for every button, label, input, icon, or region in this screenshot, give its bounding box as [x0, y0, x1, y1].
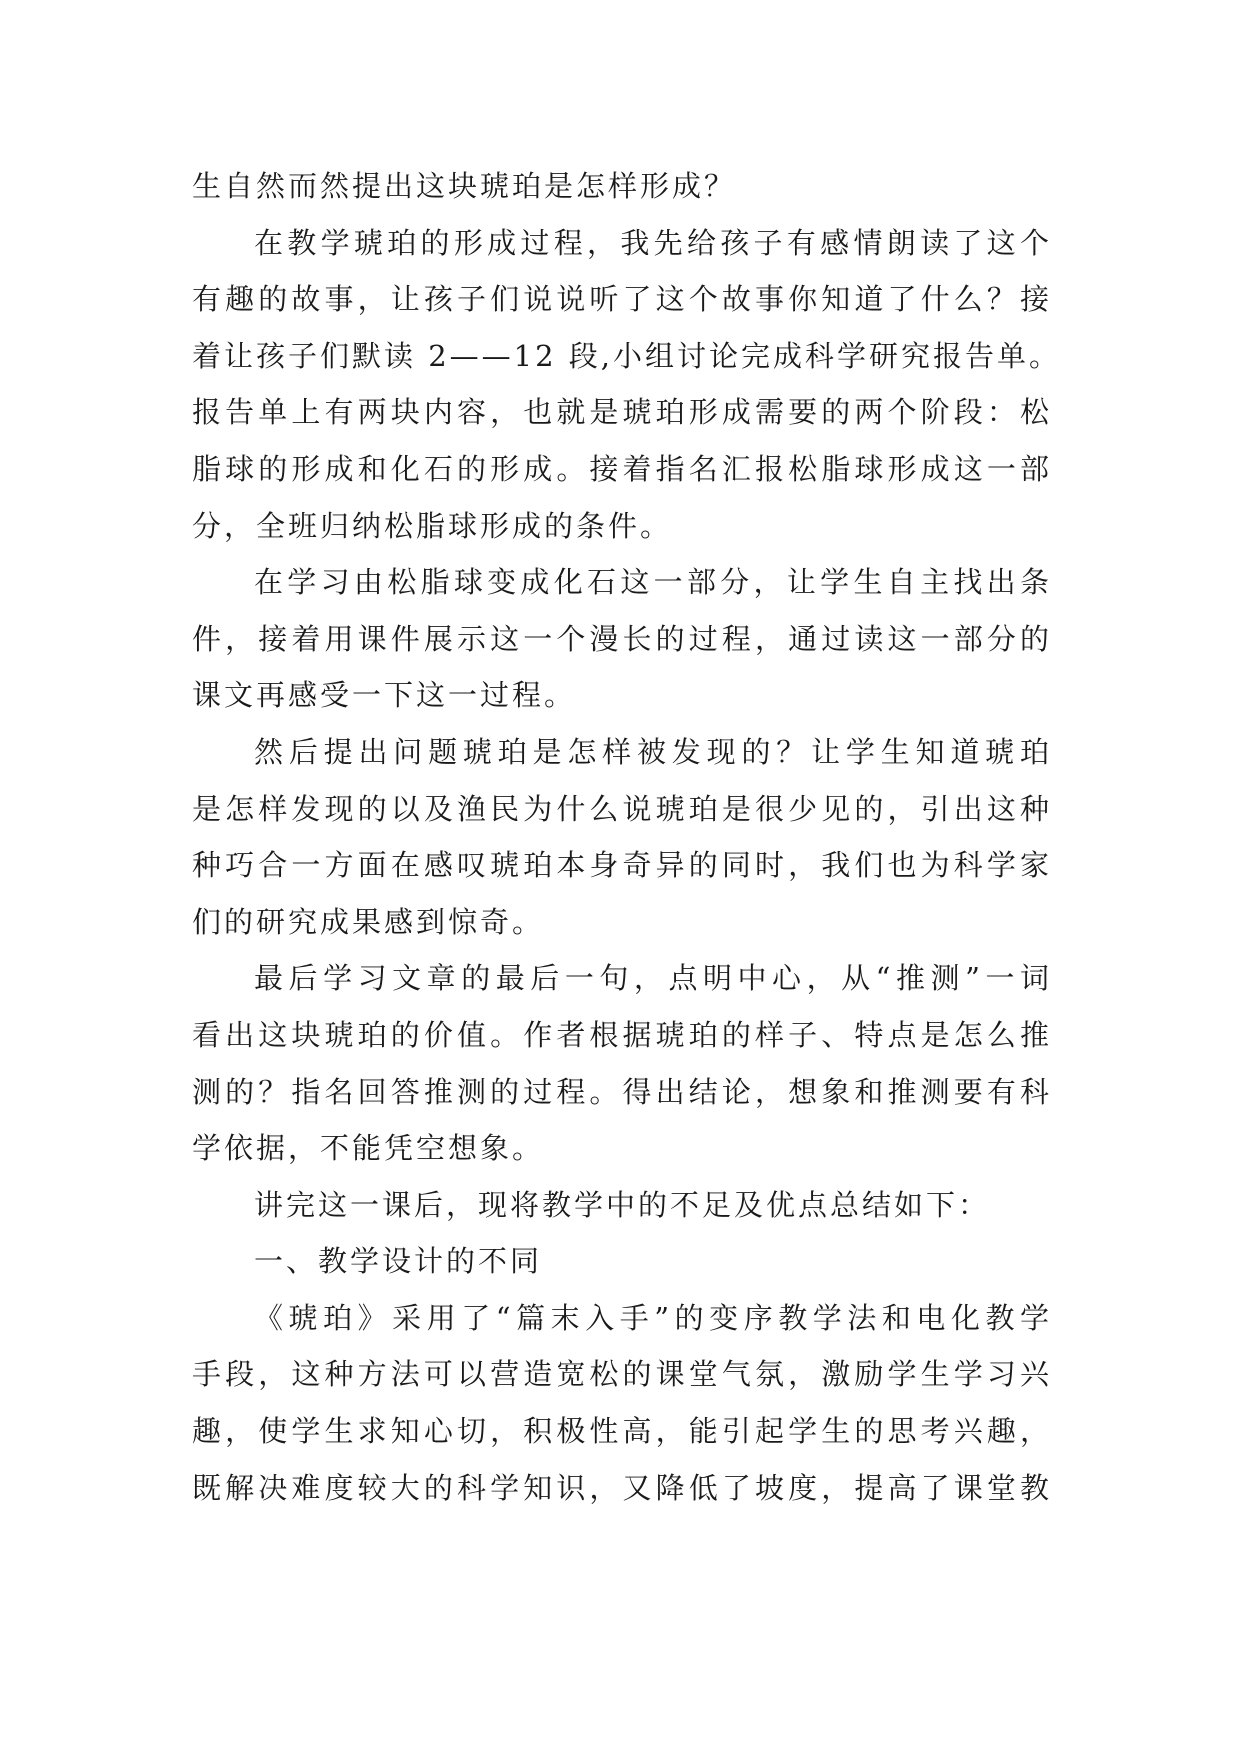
- text-line: 趣，使学生求知心切，积极性高，能引起学生的思考兴趣，: [192, 1414, 1052, 1449]
- paragraph-first-line: 在教学琥珀的形成过程，我先给孩子有感情朗读了这个: [254, 225, 1052, 260]
- text-line: 件，接着用课件展示这一个漫长的过程，通过读这一部分的: [192, 621, 1052, 656]
- text-line: 课文再感受一下这一过程。: [192, 678, 577, 713]
- text-line: 看出这块琥珀的价值。作者根据琥珀的样子、特点是怎么推: [192, 1017, 1052, 1052]
- text-line: 测的？指名回答推测的过程。得出结论，想象和推测要有科: [192, 1074, 1052, 1109]
- document-body: [192, 158, 1062, 1516]
- text-line: 们的研究成果感到惊奇。: [192, 904, 545, 939]
- text-line: 报告单上有两块内容，也就是琥珀形成需要的两个阶段：松: [192, 395, 1052, 430]
- paragraph-first-line: 最后学习文章的最后一句，点明中心，从“推测”一词: [254, 961, 1052, 996]
- paragraph-first-line: 讲完这一课后，现将教学中的不足及优点总结如下：: [254, 1187, 991, 1222]
- paragraph-first-line: 然后提出问题琥珀是怎样被发现的？让学生知道琥珀: [254, 734, 1052, 769]
- section-heading: 一、教学设计的不同: [254, 1244, 543, 1279]
- text-line: 生自然而然提出这块琥珀是怎样形成？: [192, 169, 737, 203]
- text-line: 脂球的形成和化石的形成。接着指名汇报松脂球形成这一部: [192, 451, 1052, 486]
- text-line: 手段，这种方法可以营造宽松的课堂气氛，激励学生学习兴: [192, 1357, 1052, 1392]
- paragraph-first-line: 《琥珀》采用了“篇末入手”的变序教学法和电化教学: [254, 1300, 1052, 1335]
- text-line: 学依据，不能凭空想象。: [192, 1131, 545, 1166]
- text-line: 既解决难度较大的科学知识，又降低了坡度，提高了课堂教: [192, 1470, 1052, 1505]
- text-line: 有趣的故事，让孩子们说说听了这个故事你知道了什么？接: [192, 282, 1052, 317]
- text-line: 是怎样发现的以及渔民为什么说琥珀是很少见的，引出这种: [192, 791, 1052, 826]
- paragraph-first-line: 在学习由松脂球变成化石这一部分，让学生自主找出条: [254, 565, 1052, 600]
- text-line: 种巧合一方面在感叹琥珀本身奇异的同时，我们也为科学家: [192, 848, 1052, 883]
- text-line: 分，全班归纳松脂球形成的条件。: [192, 508, 673, 543]
- text-line: 着让孩子们默读 2——12 段,小组讨论完成科学研究报告单。: [192, 338, 1062, 373]
